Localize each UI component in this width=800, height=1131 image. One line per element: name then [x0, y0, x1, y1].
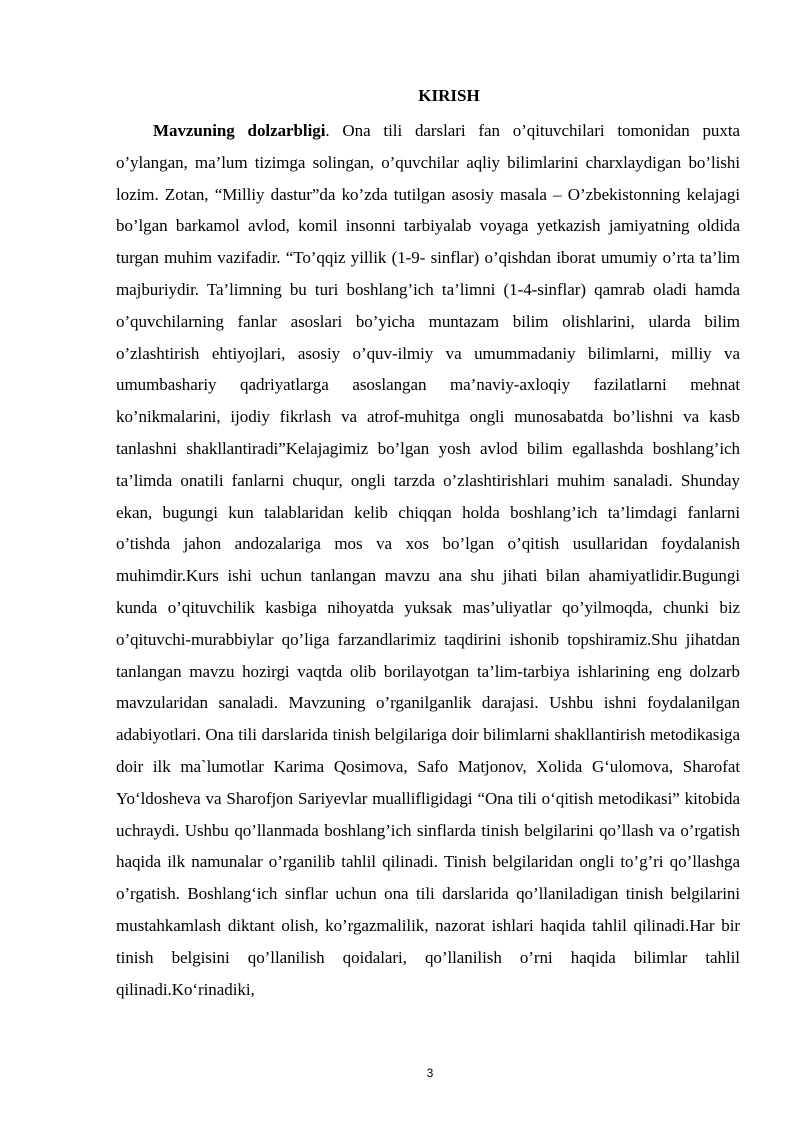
paragraph-text: . Ona tili darslari fan o’qituvchilari tomonidan puxta o’ylangan, ma’lum tizimga solingan, o’quvchilar aqliy bilimlarini charxlaydigan bo’lishi lozim. Zotan, “Milliy dastur”da ko’zda tutilgan asosiy masala – O’zbekistonning kelajagi bo’lgan barkamol avlod, komil insonni tarbiyalab voyaga yetkazish jamiyatning oldida turgan muhim vazifadir. “To’qqiz yillik (1-9- sinflar) o’qishdan iborat umumiy o’rta ta’lim majburiydir. Ta’limning bu turi boshlang’ich ta’limni (1-4-sinflar) qamrab oladi hamda o’quvchilarning fanlar asoslari bo’yicha muntazam bilim olishlarini, ularda bilim o’zlashtirish ehtiyojlari, asosiy o’quv-ilmiy va umummadaniy bilimlarni, milliy va umumbashariy qadriyatlarga asoslangan ma’naviy-axloqiy fazilatlarni mehnat ko’nikmalarini, ijodiy fikrlash va atrof-muhitga ongli munosabatda bo’lishni va kasb tanlashni shakllantiradi”Kelajagimiz bo’lgan yosh avlod bilim egallashda boshlang’ich ta’limda onatili fanlarni chuqur, ongli tarzda o’zlashtirishlari muhim sanaladi. Shunday ekan, bugungi kun talablaridan kelib chiqqan holda boshlang’ich ta’limdagi fanlarni o’tishda jahon andozalariga mos va xos bo’lgan o’qitish usullaridan foydalanish muhimdir.Kurs ishi uchun tanlangan mavzu ana shu jihati bilan ahamiyatlidir.Bugungi kunda o’qituvchilik kasbiga nihoyatda yuksak mas’uliyatlar qo’yilmoqda, chunki biz o’qituvchi-murabbiylar qo’liga farzandlarimiz taqdirini ishonib topshiramiz.Shu jihatdan tanlangan mavzu hozirgi vaqtda olib borilayotgan ta’lim-tarbiya ishlarining eng dolzarb mavzularidan sanaladi. Mavzuning o’rganilganlik darajasi. Ushbu ishni foydalanilgan adabiyotlari. Ona tili darslarida tinish belgilariga doir bilimlarni shakllantirish metodikasiga doir ilk ma`lumotlar Karima Qosimova, Safo Matjonov, Xolida G‘ulomova, Sharofat Yo‘ldosheva va Sharofjon Sariyevlar muallifligidagi “Ona tili o‘qitish metodikasi” kitobida uchraydi. Ushbu qo’llanmada boshlang’ich sinflarda tinish belgilarini qo’llash va o’rgatish haqida ilk namunalar o’rganilib tahlil qilinadi. Tinish belgilaridan ongli to’g’ri qo’llashga o’rgatish. Boshlang‘ich sinflar uchun ona tili darslarida qo’llaniladigan tinish belgilarini mustahkamlash diktant olish, ko’rgazmalilik, nazorat ishlari haqida tahlil qilinadi.Har bir tinish belgisini qo’llanilish qoidalari, qo’llanilish o’rni haqida bilimlar tahlil qilinadi.Ko‘rinadiki,: [116, 121, 740, 999]
body-paragraph: [116, 115, 740, 1005]
page-number: 3: [426, 1066, 434, 1080]
page-title: KIRISH: [418, 86, 480, 105]
lead-heading: Mavzuning dolzarbligi: [153, 121, 326, 140]
